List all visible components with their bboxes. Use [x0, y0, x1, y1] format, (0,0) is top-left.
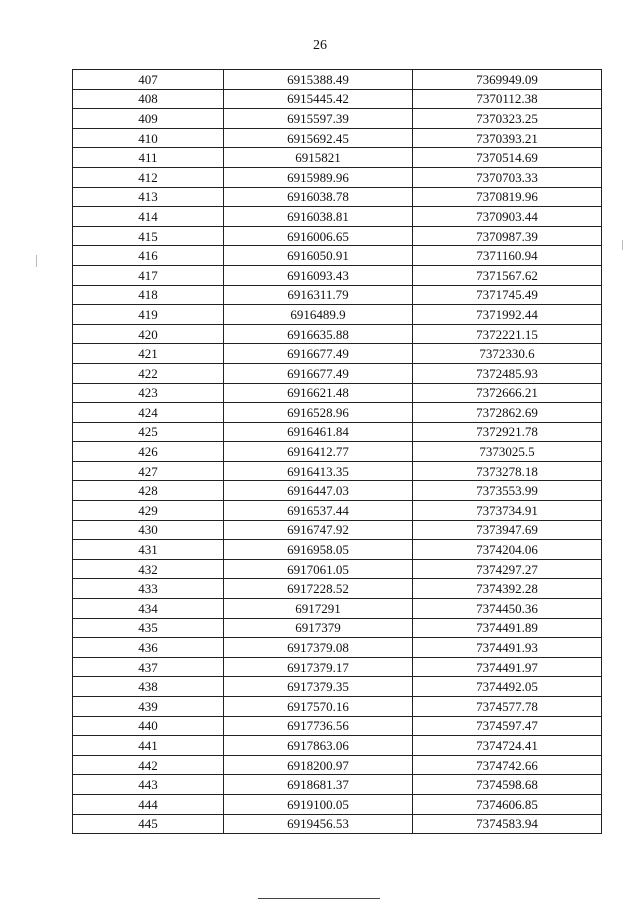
point-number-cell: 424 [73, 403, 224, 423]
x-coordinate-cell: 6916747.92 [224, 520, 413, 540]
y-coordinate-cell: 7372221.15 [413, 324, 602, 344]
point-number-cell: 417 [73, 265, 224, 285]
y-coordinate-cell: 7374491.97 [413, 657, 602, 677]
x-coordinate-cell: 6917379.17 [224, 657, 413, 677]
x-coordinate-cell: 6916461.84 [224, 422, 413, 442]
point-number-cell: 416 [73, 246, 224, 266]
y-coordinate-cell: 7374297.27 [413, 559, 602, 579]
footer-rule [258, 898, 380, 899]
table-row [73, 755, 602, 775]
x-coordinate-cell: 6916006.65 [224, 226, 413, 246]
table-row [73, 207, 602, 227]
x-coordinate-cell: 6916038.81 [224, 207, 413, 227]
table-row [73, 520, 602, 540]
y-coordinate-cell: 7371567.62 [413, 265, 602, 285]
point-number-cell: 443 [73, 775, 224, 795]
table-row [73, 109, 602, 129]
x-coordinate-cell: 6916677.49 [224, 344, 413, 364]
point-number-cell: 419 [73, 305, 224, 325]
point-number-cell: 432 [73, 559, 224, 579]
y-coordinate-cell: 7373553.99 [413, 481, 602, 501]
point-number-cell: 445 [73, 814, 224, 834]
table-row [73, 70, 602, 90]
y-coordinate-cell: 7373025.5 [413, 442, 602, 462]
table-row [73, 324, 602, 344]
x-coordinate-cell: 6916621.48 [224, 383, 413, 403]
x-coordinate-cell: 6919100.05 [224, 794, 413, 814]
table-row [73, 461, 602, 481]
y-coordinate-cell: 7374583.94 [413, 814, 602, 834]
table-row [73, 442, 602, 462]
y-coordinate-cell: 7374492.05 [413, 677, 602, 697]
point-number-cell: 429 [73, 501, 224, 521]
table-row [73, 814, 602, 834]
scan-mark-right [622, 240, 623, 250]
table-row [73, 89, 602, 109]
x-coordinate-cell: 6917379 [224, 618, 413, 638]
y-coordinate-cell: 7372330.6 [413, 344, 602, 364]
point-number-cell: 427 [73, 461, 224, 481]
point-number-cell: 409 [73, 109, 224, 129]
point-number-cell: 438 [73, 677, 224, 697]
point-number-cell: 420 [73, 324, 224, 344]
y-coordinate-cell: 7370323.25 [413, 109, 602, 129]
x-coordinate-cell: 6917570.16 [224, 697, 413, 717]
table-row [73, 128, 602, 148]
x-coordinate-cell: 6916489.9 [224, 305, 413, 325]
y-coordinate-cell: 7373734.91 [413, 501, 602, 521]
y-coordinate-cell: 7374491.89 [413, 618, 602, 638]
x-coordinate-cell: 6915388.49 [224, 70, 413, 90]
x-coordinate-cell: 6917291 [224, 599, 413, 619]
table-row [73, 422, 602, 442]
x-coordinate-cell: 6918200.97 [224, 755, 413, 775]
table-row [73, 540, 602, 560]
y-coordinate-cell: 7374577.78 [413, 697, 602, 717]
x-coordinate-cell: 6916093.43 [224, 265, 413, 285]
x-coordinate-cell: 6915692.45 [224, 128, 413, 148]
point-number-cell: 415 [73, 226, 224, 246]
y-coordinate-cell: 7370903.44 [413, 207, 602, 227]
table-row [73, 481, 602, 501]
table-row [73, 226, 602, 246]
x-coordinate-cell: 6917228.52 [224, 579, 413, 599]
x-coordinate-cell: 6917061.05 [224, 559, 413, 579]
y-coordinate-cell: 7370112.38 [413, 89, 602, 109]
point-number-cell: 434 [73, 599, 224, 619]
table-row [73, 697, 602, 717]
x-coordinate-cell: 6917863.06 [224, 736, 413, 756]
table-row [73, 344, 602, 364]
y-coordinate-cell: 7374606.85 [413, 794, 602, 814]
y-coordinate-cell: 7372666.21 [413, 383, 602, 403]
table-row [73, 383, 602, 403]
table-row [73, 599, 602, 619]
y-coordinate-cell: 7374450.36 [413, 599, 602, 619]
point-number-cell: 440 [73, 716, 224, 736]
point-number-cell: 418 [73, 285, 224, 305]
x-coordinate-cell: 6916537.44 [224, 501, 413, 521]
x-coordinate-cell: 6915445.42 [224, 89, 413, 109]
y-coordinate-cell: 7373278.18 [413, 461, 602, 481]
table-row [73, 579, 602, 599]
y-coordinate-cell: 7369949.09 [413, 70, 602, 90]
point-number-cell: 436 [73, 638, 224, 658]
page-number: 26 [313, 38, 327, 53]
table-row [73, 265, 602, 285]
y-coordinate-cell: 7370393.21 [413, 128, 602, 148]
point-number-cell: 421 [73, 344, 224, 364]
x-coordinate-cell: 6916447.03 [224, 481, 413, 501]
coordinate-table-body [73, 70, 602, 834]
point-number-cell: 408 [73, 89, 224, 109]
x-coordinate-cell: 6916311.79 [224, 285, 413, 305]
x-coordinate-cell: 6919456.53 [224, 814, 413, 834]
x-coordinate-cell: 6917379.08 [224, 638, 413, 658]
point-number-cell: 425 [73, 422, 224, 442]
table-row [73, 167, 602, 187]
y-coordinate-cell: 7374597.47 [413, 716, 602, 736]
x-coordinate-cell: 6915821 [224, 148, 413, 168]
y-coordinate-cell: 7374724.41 [413, 736, 602, 756]
point-number-cell: 426 [73, 442, 224, 462]
point-number-cell: 442 [73, 755, 224, 775]
table-row [73, 403, 602, 423]
table-row [73, 305, 602, 325]
x-coordinate-cell: 6917736.56 [224, 716, 413, 736]
point-number-cell: 431 [73, 540, 224, 560]
x-coordinate-cell: 6916677.49 [224, 363, 413, 383]
x-coordinate-cell: 6916635.88 [224, 324, 413, 344]
y-coordinate-cell: 7374742.66 [413, 755, 602, 775]
x-coordinate-cell: 6916050.91 [224, 246, 413, 266]
table-row [73, 657, 602, 677]
y-coordinate-cell: 7374204.06 [413, 540, 602, 560]
point-number-cell: 413 [73, 187, 224, 207]
table-row [73, 187, 602, 207]
point-number-cell: 433 [73, 579, 224, 599]
point-number-cell: 422 [73, 363, 224, 383]
y-coordinate-cell: 7374392.28 [413, 579, 602, 599]
y-coordinate-cell: 7371160.94 [413, 246, 602, 266]
table-row [73, 363, 602, 383]
point-number-cell: 435 [73, 618, 224, 638]
x-coordinate-cell: 6916038.78 [224, 187, 413, 207]
point-number-cell: 412 [73, 167, 224, 187]
x-coordinate-cell: 6916528.96 [224, 403, 413, 423]
table-row [73, 285, 602, 305]
x-coordinate-cell: 6916958.05 [224, 540, 413, 560]
table-row [73, 638, 602, 658]
y-coordinate-cell: 7372485.93 [413, 363, 602, 383]
y-coordinate-cell: 7374598.68 [413, 775, 602, 795]
y-coordinate-cell: 7371745.49 [413, 285, 602, 305]
x-coordinate-cell: 6915989.96 [224, 167, 413, 187]
y-coordinate-cell: 7372862.69 [413, 403, 602, 423]
point-number-cell: 423 [73, 383, 224, 403]
x-coordinate-cell: 6917379.35 [224, 677, 413, 697]
y-coordinate-cell: 7373947.69 [413, 520, 602, 540]
point-number-cell: 441 [73, 736, 224, 756]
table-row [73, 794, 602, 814]
table-row [73, 148, 602, 168]
y-coordinate-cell: 7372921.78 [413, 422, 602, 442]
y-coordinate-cell: 7370703.33 [413, 167, 602, 187]
scan-mark-left [36, 255, 37, 267]
table-row [73, 618, 602, 638]
table-row [73, 501, 602, 521]
point-number-cell: 411 [73, 148, 224, 168]
x-coordinate-cell: 6915597.39 [224, 109, 413, 129]
point-number-cell: 437 [73, 657, 224, 677]
table-row [73, 246, 602, 266]
point-number-cell: 444 [73, 794, 224, 814]
point-number-cell: 430 [73, 520, 224, 540]
table-row [73, 775, 602, 795]
x-coordinate-cell: 6916412.77 [224, 442, 413, 462]
point-number-cell: 414 [73, 207, 224, 227]
table-row [73, 716, 602, 736]
x-coordinate-cell: 6918681.37 [224, 775, 413, 795]
point-number-cell: 428 [73, 481, 224, 501]
y-coordinate-cell: 7370819.96 [413, 187, 602, 207]
table-row [73, 677, 602, 697]
point-number-cell: 439 [73, 697, 224, 717]
y-coordinate-cell: 7370987.39 [413, 226, 602, 246]
y-coordinate-cell: 7370514.69 [413, 148, 602, 168]
table-row [73, 736, 602, 756]
table-row [73, 559, 602, 579]
y-coordinate-cell: 7371992.44 [413, 305, 602, 325]
point-number-cell: 407 [73, 70, 224, 90]
x-coordinate-cell: 6916413.35 [224, 461, 413, 481]
point-number-cell: 410 [73, 128, 224, 148]
coordinate-table [72, 69, 602, 834]
y-coordinate-cell: 7374491.93 [413, 638, 602, 658]
